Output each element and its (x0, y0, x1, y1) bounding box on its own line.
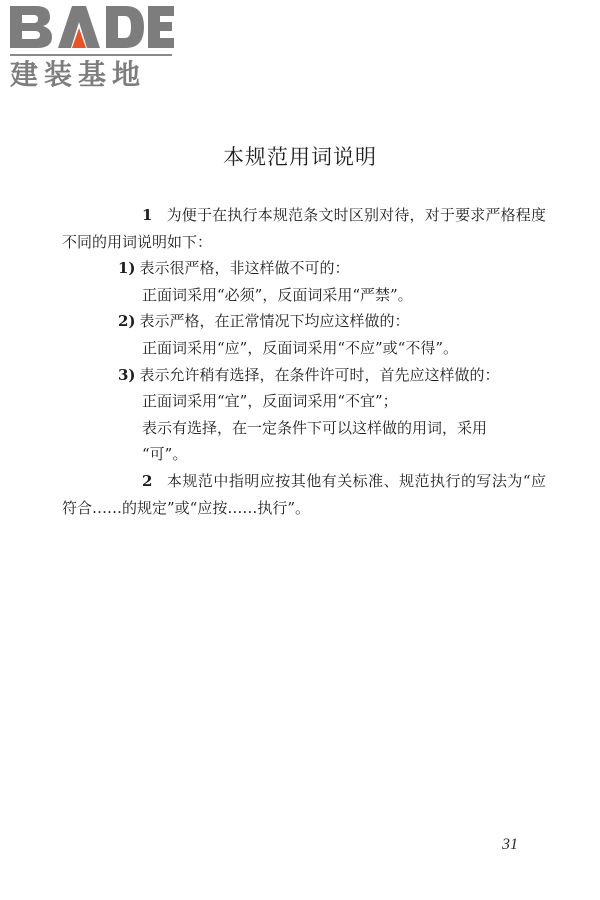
item-number: 3) (118, 365, 136, 384)
clause-number: 1 (142, 206, 153, 224)
logo-chinese-text: 建装基地 (10, 58, 147, 91)
brand-logo (6, 2, 176, 92)
list-item-continuation: 正面词采用“必须”，反面词采用“严禁”。 (142, 285, 413, 304)
clause-2 (62, 468, 546, 521)
item-text: 表示允许稍有选择，在条件许可时，首先应这样做的： (139, 365, 500, 384)
list-item-continuation: 正面词采用“宜”，反面词采用“不宜”； (142, 392, 398, 411)
list-item-continuation: 正面词采用“应”，反面词采用“不应”或“不得”。 (142, 338, 459, 357)
clause-text: 本规范中指明应按其他有关标准、规范执行的写法为“应符合……的规定”或“应按……执行”。 (62, 471, 546, 517)
page-title: 本规范用词说明 (223, 145, 377, 169)
item-number: 1) (118, 259, 136, 278)
logo-divider (10, 54, 172, 56)
list-item-continuation: “可”。 (142, 445, 188, 464)
document-body (62, 202, 546, 521)
item-number: 2) (118, 312, 136, 331)
list-item (62, 255, 546, 282)
clause-number: 2 (142, 471, 153, 490)
clause-1 (62, 202, 546, 255)
clause-text: 为便于在执行本规范条文时区别对待，对于要求严格程度不同的用词说明如下： (62, 206, 546, 251)
page-number: 31 (502, 836, 518, 853)
bade-wordmark-logo (6, 2, 176, 52)
item-text: 表示很严格，非这样做不可的： (139, 259, 350, 278)
list-item (62, 362, 546, 389)
item-text: 表示严格，在正常情况下均应这样做的： (139, 312, 410, 331)
list-item-continuation: 表示有选择，在一定条件下可以这样做的用词，采用 (142, 418, 488, 437)
list-item (62, 308, 546, 335)
